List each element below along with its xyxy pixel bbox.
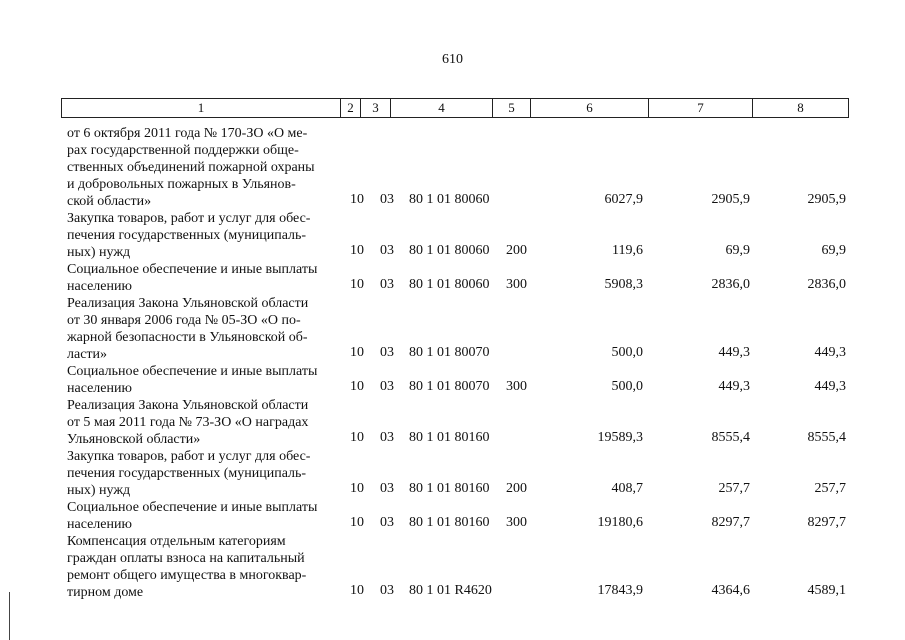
row-description: Социальное обеспечение и иные выплаты населению (67, 364, 318, 396)
table-row (0, 295, 905, 363)
table-row (0, 125, 905, 210)
table-row (0, 448, 905, 499)
section-code: 10 (350, 583, 364, 598)
amount-column-6: 19589,3 (597, 430, 643, 445)
target-article-code: 80 1 01 80060 (409, 192, 490, 207)
amount-column-8: 2836,0 (807, 277, 846, 292)
row-description: Реализация Закона Ульяновской области от 5 мая 2011 года № 73-ЗО «О наградах Ульяновской области» (67, 398, 309, 447)
column-header-3: 3 (360, 99, 390, 117)
table-row (0, 210, 905, 261)
expense-type-code: 300 (506, 379, 527, 394)
column-header-1: 1 (197, 100, 205, 115)
target-article-code: 80 1 01 80070 (409, 345, 490, 360)
target-article-code: 80 1 01 80060 (409, 243, 490, 258)
amount-column-8: 4589,1 (807, 583, 846, 598)
amount-column-7: 69,9 (725, 243, 750, 258)
amount-column-8: 257,7 (814, 481, 846, 496)
amount-column-8: 449,3 (814, 379, 846, 394)
amount-column-7: 2836,0 (711, 277, 750, 292)
subsection-code: 03 (380, 515, 394, 530)
amount-column-6: 500,0 (611, 379, 643, 394)
target-article-code: 80 1 01 80060 (409, 277, 490, 292)
table-row (0, 499, 905, 533)
amount-column-7: 8297,7 (711, 515, 750, 530)
amount-column-6: 6027,9 (604, 192, 643, 207)
amount-column-7: 449,3 (718, 379, 750, 394)
expense-type-code: 300 (506, 277, 527, 292)
amount-column-6: 119,6 (612, 243, 643, 258)
amount-column-6: 408,7 (611, 481, 643, 496)
subsection-code: 03 (380, 430, 394, 445)
column-header-5: 5 (492, 99, 530, 117)
section-code: 10 (350, 192, 364, 207)
target-article-code: 80 1 01 80160 (409, 481, 490, 496)
expense-type-code: 200 (506, 243, 527, 258)
amount-column-8: 449,3 (814, 345, 846, 360)
column-header-row (61, 98, 849, 118)
amount-column-6: 500,0 (611, 345, 643, 360)
subsection-code: 03 (380, 243, 394, 258)
amount-column-8: 2905,9 (807, 192, 846, 207)
amount-column-7: 449,3 (718, 345, 750, 360)
section-code: 10 (350, 481, 364, 496)
page-number: 610 (442, 52, 463, 67)
target-article-code: 80 1 01 80160 (409, 515, 490, 530)
target-article-code: 80 1 01 80070 (409, 379, 490, 394)
section-code: 10 (350, 379, 364, 394)
row-description: Компенсация отдельным категориям граждан оплаты взноса на капитальный ремонт общего имущества в многоквар- тирном доме (67, 534, 307, 600)
target-article-code: 80 1 01 R4620 (409, 583, 492, 598)
section-code: 10 (350, 515, 364, 530)
table-row (0, 261, 905, 295)
budget-table-body (0, 125, 905, 601)
scan-margin-line (9, 592, 10, 640)
section-code: 10 (350, 243, 364, 258)
amount-column-7: 2905,9 (711, 192, 750, 207)
column-header-4: 4 (390, 99, 492, 117)
row-description: Реализация Закона Ульяновской области от 30 января 2006 года № 05-ЗО «О по- жарной безопасности в Ульяновской об- ласти» (67, 296, 309, 362)
row-description: Социальное обеспечение и иные выплаты населению (67, 500, 318, 532)
row-description: Закупка товаров, работ и услуг для обес- печения государственных (муниципаль- ных) нужд (67, 449, 311, 498)
subsection-code: 03 (380, 192, 394, 207)
column-header-7: 7 (648, 99, 752, 117)
row-description: Закупка товаров, работ и услуг для обес- печения государственных (муниципаль- ных) нужд (67, 211, 311, 260)
section-code: 10 (350, 430, 364, 445)
amount-column-7: 257,7 (718, 481, 750, 496)
column-header-2: 2 (340, 99, 360, 117)
amount-column-6: 17843,9 (597, 583, 643, 598)
amount-column-8: 8297,7 (807, 515, 846, 530)
subsection-code: 03 (380, 277, 394, 292)
amount-column-8: 8555,4 (807, 430, 846, 445)
column-header-8: 8 (752, 99, 848, 117)
amount-column-8: 69,9 (821, 243, 846, 258)
target-article-code: 80 1 01 80160 (409, 430, 490, 445)
row-description: Социальное обеспечение и иные выплаты населению (67, 262, 318, 294)
amount-column-7: 8555,4 (711, 430, 750, 445)
subsection-code: 03 (380, 583, 394, 598)
subsection-code: 03 (380, 379, 394, 394)
table-row (0, 363, 905, 397)
section-code: 10 (350, 345, 364, 360)
subsection-code: 03 (380, 481, 394, 496)
table-row (0, 397, 905, 448)
amount-column-6: 5908,3 (604, 277, 643, 292)
amount-column-7: 4364,6 (711, 583, 750, 598)
expense-type-code: 200 (506, 481, 527, 496)
table-row (0, 533, 905, 601)
section-code: 10 (350, 277, 364, 292)
amount-column-6: 19180,6 (597, 515, 643, 530)
column-header-6: 6 (530, 99, 648, 117)
row-description: от 6 октября 2011 года № 170-ЗО «О ме- рах государственной поддержки обще- ственных объединений пожарной охраны и добровольных пожарных в Ульянов- ской области» (67, 126, 315, 209)
subsection-code: 03 (380, 345, 394, 360)
expense-type-code: 300 (506, 515, 527, 530)
